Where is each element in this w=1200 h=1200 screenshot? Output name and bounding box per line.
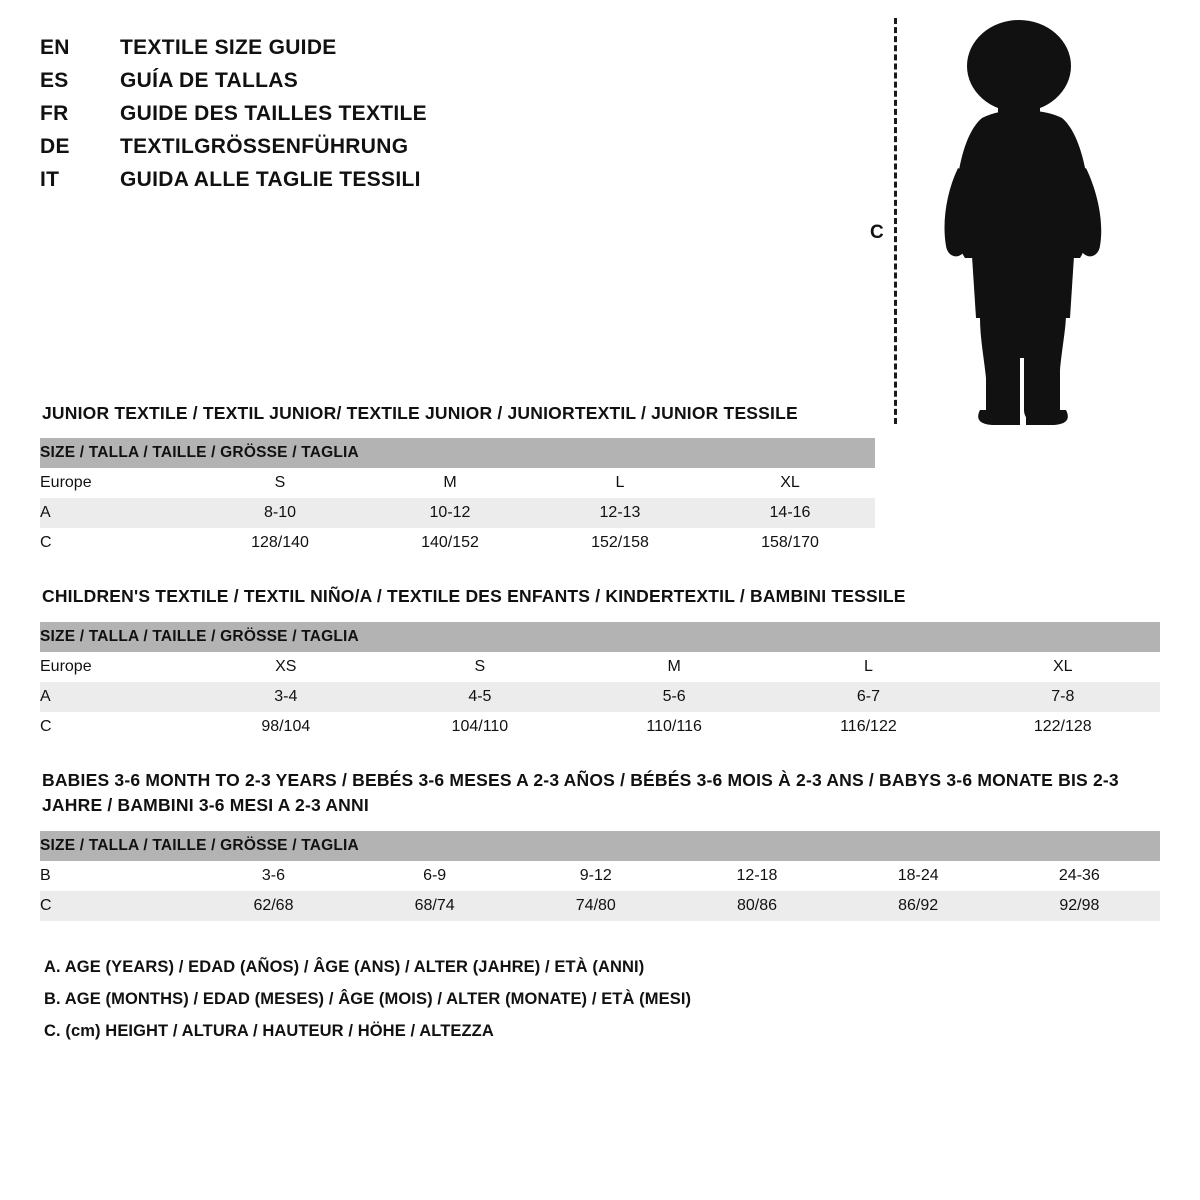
table-cell: 158/170: [705, 528, 875, 558]
table-row: [40, 528, 875, 558]
language-code: EN: [40, 36, 70, 59]
table-cell: 9-12: [515, 861, 676, 891]
table-header-row: [40, 831, 1160, 861]
table-row: [40, 682, 1160, 712]
table-cell: L: [771, 652, 965, 682]
table-cell: 68/74: [354, 891, 515, 921]
legend-line-a: A. AGE (YEARS) / EDAD (AÑOS) / ÂGE (ANS) / ALTER (JAHRE) / ETÀ (ANNI): [44, 957, 645, 976]
section-babies: [40, 768, 1160, 921]
table-header-row: [40, 622, 1160, 652]
table-cell: M: [365, 468, 535, 498]
table-cell: S: [383, 652, 577, 682]
table-cell: M: [577, 652, 771, 682]
table-cell: 6-7: [771, 682, 965, 712]
row-label: Europe: [40, 652, 189, 682]
table-row: [40, 468, 875, 498]
table-cell: 80/86: [676, 891, 837, 921]
section-title-children: CHILDREN'S TEXTILE / TEXTIL NIÑO/A / TEXTILE DES ENFANTS / KINDERTEXTIL / BAMBINI TESSILE: [42, 586, 906, 607]
table-cell: 7-8: [966, 682, 1160, 712]
table-header-label: SIZE / TALLA / TAILLE / GRÖSSE / TAGLIA: [40, 622, 1160, 652]
language-title: TEXTILGRÖSSENFÜHRUNG: [120, 135, 409, 158]
table-cell: 62/68: [193, 891, 354, 921]
height-measurement-figure: [870, 10, 1140, 430]
table-cell: 3-6: [193, 861, 354, 891]
section-title-junior: JUNIOR TEXTILE / TEXTIL JUNIOR/ TEXTILE JUNIOR / JUNIORTEXTIL / JUNIOR TESSILE: [42, 403, 798, 423]
table-cell: 104/110: [383, 712, 577, 742]
table-cell: 18-24: [838, 861, 999, 891]
table-cell: 74/80: [515, 891, 676, 921]
measure-dashed-line: [894, 18, 897, 424]
table-cell: 3-4: [189, 682, 383, 712]
row-label: B: [40, 861, 193, 891]
table-row: [40, 891, 1160, 921]
table-cell: 128/140: [195, 528, 365, 558]
table-children: [40, 622, 1160, 742]
table-cell: 122/128: [966, 712, 1160, 742]
table-cell: 12-13: [535, 498, 705, 528]
legend-block: [44, 951, 1160, 1048]
table-header-row: [40, 438, 875, 468]
table-cell: 140/152: [365, 528, 535, 558]
table-header-label: SIZE / TALLA / TAILLE / GRÖSSE / TAGLIA: [40, 438, 875, 468]
table-cell: 5-6: [577, 682, 771, 712]
measure-label-c: C: [870, 222, 884, 243]
table-cell: 152/158: [535, 528, 705, 558]
language-title: TEXTILE SIZE GUIDE: [120, 36, 337, 59]
table-cell: 92/98: [999, 891, 1160, 921]
language-title: GUIDA ALLE TAGLIE TESSILI: [120, 168, 421, 191]
table-cell: 12-18: [676, 861, 837, 891]
table-cell: L: [535, 468, 705, 498]
legend-line-c: C. (cm) HEIGHT / ALTURA / HAUTEUR / HÖHE / ALTEZZA: [44, 1021, 494, 1040]
section-children: [40, 584, 1160, 741]
table-cell: 14-16: [705, 498, 875, 528]
row-label: A: [40, 498, 195, 528]
language-code: IT: [40, 168, 60, 191]
row-label: A: [40, 682, 189, 712]
table-cell: XS: [189, 652, 383, 682]
table-babies: [40, 831, 1160, 921]
row-label: C: [40, 712, 189, 742]
language-code: DE: [40, 135, 70, 158]
table-row: [40, 498, 875, 528]
table-cell: 4-5: [383, 682, 577, 712]
table-cell: 6-9: [354, 861, 515, 891]
language-code: FR: [40, 102, 69, 125]
table-row: [40, 652, 1160, 682]
legend-line-b: B. AGE (MONTHS) / EDAD (MESES) / ÂGE (MOIS) / ALTER (MONATE) / ETÀ (MESI): [44, 989, 692, 1008]
language-title: GUÍA DE TALLAS: [120, 69, 299, 92]
table-cell: 98/104: [189, 712, 383, 742]
row-label: C: [40, 891, 193, 921]
table-cell: 8-10: [195, 498, 365, 528]
table-cell: 86/92: [838, 891, 999, 921]
table-junior: [40, 438, 875, 558]
table-cell: 110/116: [577, 712, 771, 742]
language-code: ES: [40, 69, 69, 92]
table-row: [40, 712, 1160, 742]
table-cell: S: [195, 468, 365, 498]
table-cell: 24-36: [999, 861, 1160, 891]
table-cell: XL: [966, 652, 1160, 682]
child-silhouette-icon: [920, 18, 1120, 430]
section-title-babies: BABIES 3-6 MONTH TO 2-3 YEARS / BEBÉS 3-6 MESES A 2-3 AÑOS / BÉBÉS 3-6 MOIS À 2-3 ANS / BABYS 3-6 MONATE BIS 2-3 JAHRE / BAMBINI 3-6 MESI A 2-3 ANNI: [42, 769, 1119, 816]
row-label: C: [40, 528, 195, 558]
table-row: [40, 861, 1160, 891]
row-label: Europe: [40, 468, 195, 498]
language-title: GUIDE DES TAILLES TEXTILE: [120, 102, 427, 125]
table-cell: 10-12: [365, 498, 535, 528]
table-header-label: SIZE / TALLA / TAILLE / GRÖSSE / TAGLIA: [40, 831, 1160, 861]
table-cell: 116/122: [771, 712, 965, 742]
table-cell: XL: [705, 468, 875, 498]
